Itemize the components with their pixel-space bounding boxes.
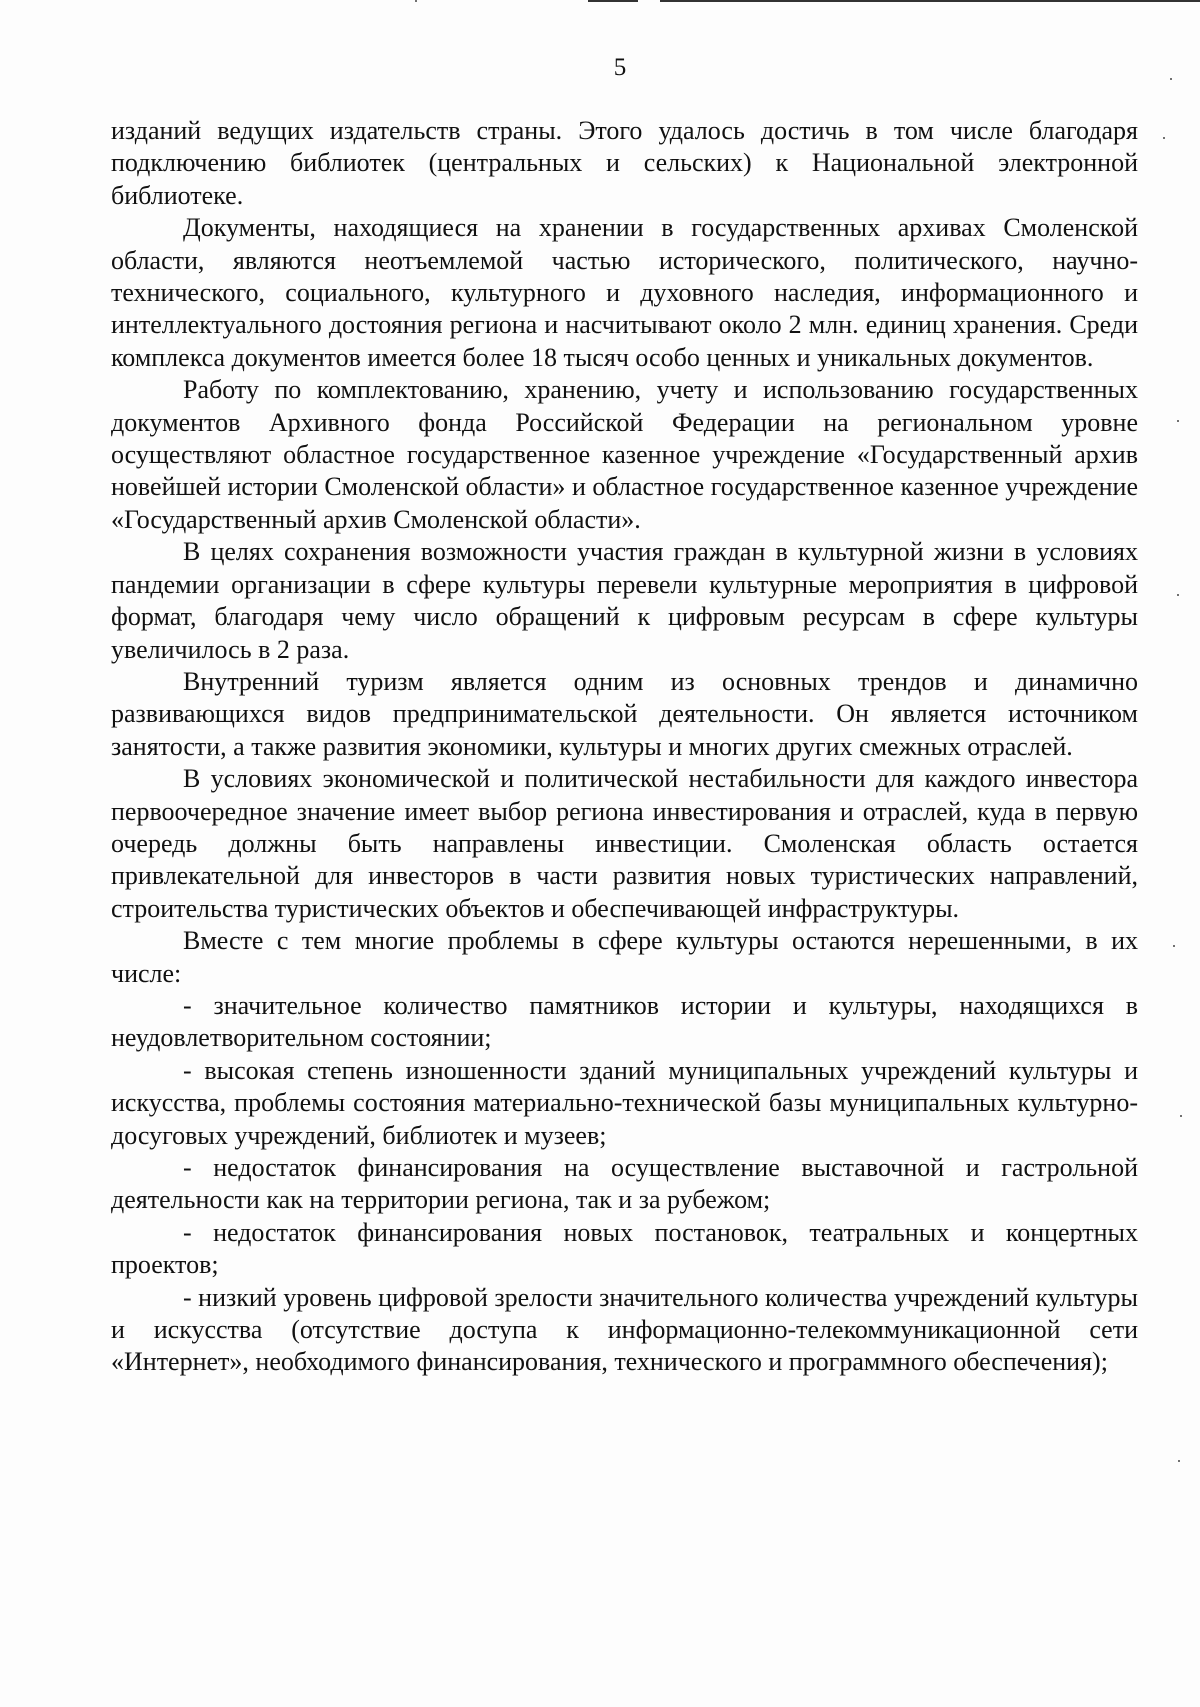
scan-edge-line	[588, 0, 638, 2]
paragraph: Внутренний туризм является одним из основных трендов и динамично развивающихся видов предпринимательской деятельности. Он является источником занятости, а также развития экономики, культуры и многих других смежных отраслей.	[111, 666, 1138, 761]
scan-edge-line	[660, 0, 1200, 2]
list-item: - высокая степень изношенности зданий муниципальных учреждений культуры и искусства, проблемы состояния материально-технической базы муниципальных культурно-досуговых учреждений, библиотек и музеев;	[111, 1055, 1138, 1150]
paragraph: В условиях экономической и политической нестабильности для каждого инвестора первоочередное значение имеет выбор региона инвестирования и отраслей, куда в первую очередь должны быть направлены инвестиции. Смоленская область остается привлекательной для инвесторов в части развития новых туристических направлений, строительства туристических объектов и обеспечивающей инфраструктуры.	[111, 764, 1138, 923]
scan-speck	[1178, 1460, 1180, 1462]
page-number: 5	[613, 54, 627, 81]
list-item: - недостаток финансирования новых постановок, театральных и концертных проектов;	[111, 1217, 1138, 1280]
paragraph: Работу по комплектованию, хранению, учету и использованию государственных документов Архивного фонда Российской Федерации на региональном уровне осуществляют областное государственное казенное учреждение «Государственный архив новейшей истории Смоленской области» и областное государственное казенное учреждение «Государственный архив Смоленской области».	[111, 375, 1138, 534]
paragraph: изданий ведущих издательств страны. Этого удалось достичь в том числе благодаря подключению библиотек (центральных и сельских) к Национальной электронной библиотеке.	[111, 116, 1138, 210]
scan-speck	[1170, 78, 1172, 80]
paragraph: В целях сохранения возможности участия граждан в культурной жизни в условиях пандемии организации в сфере культуры перевели культурные мероприятия в цифровой формат, благодаря чему число обращений к цифровым ресурсам в сфере культуры увеличилось в 2 раза.	[111, 537, 1138, 664]
scan-speck	[415, 0, 417, 2]
list-item: - недостаток финансирования на осуществление выставочной и гастрольной деятельности как на территории региона, так и за рубежом;	[111, 1153, 1138, 1215]
list-item: - значительное количество памятников истории и культуры, находящихся в неудовлетворительном состоянии;	[111, 990, 1138, 1053]
paragraph: Вместе с тем многие проблемы в сфере культуры остаются нерешенными, в их числе:	[111, 926, 1138, 988]
scan-speck	[1177, 420, 1179, 422]
scan-speck	[1163, 137, 1165, 139]
document-body	[111, 115, 1138, 1379]
list-item: - низкий уровень цифровой зрелости значительного количества учреждений культуры и искусства (отсутствие доступа к информационно-телекоммуникационной сети «Интернет», необходимого финансирования, технического и программного обеспечения);	[111, 1282, 1138, 1377]
scan-speck	[1173, 945, 1175, 947]
scan-speck	[1177, 594, 1179, 596]
scan-speck	[1180, 1115, 1182, 1117]
paragraph: Документы, находящиеся на хранении в государственных архивах Смоленской области, являются неотъемлемой частью исторического, политического, научно-технического, социального, культурного и духовного наследия, информационного и интеллектуального достояния региона и насчитывают около 2 млн. единиц хранения. Среди комплекса документов имеется более 18 тысяч особо ценных и уникальных документов.	[111, 213, 1138, 372]
